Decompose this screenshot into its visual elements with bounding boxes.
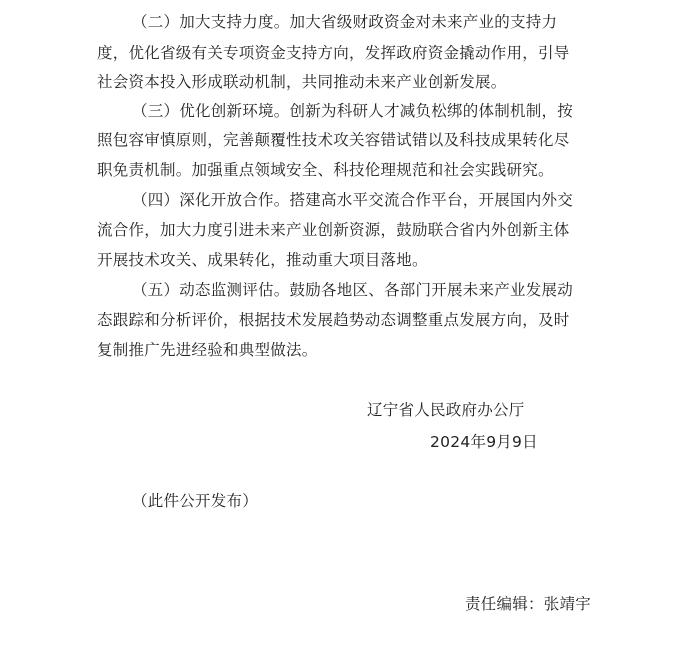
paragraph-4-line-1: （四）深化开放合作。搭建高水平交流合作平台，开展国内外交 <box>132 191 574 209</box>
paragraph-3-line-2: 照包容审慎原则，完善颠覆性技术攻关容错试错以及科技成果转化尽 <box>97 131 570 149</box>
paragraph-4-line-2: 流合作，加大力度引进未来产业创新资源，鼓励联合省内外创新主体 <box>97 221 570 239</box>
paragraph-2-line-1: （二）加大支持力度。加大省级财政资金对未来产业的支持力 <box>132 13 558 31</box>
paragraph-5-line-3: 复制推广先进经验和典型做法。 <box>97 341 318 359</box>
signature-organization: 辽宁省人民政府办公厅 <box>367 401 525 419</box>
paragraph-5-line-1: （五）动态监测评估。鼓励各地区、各部门开展未来产业发展动 <box>132 281 574 299</box>
paragraph-2-line-2: 度，优化省级有关专项资金支持方向，发挥政府资金撬动作用，引导 <box>97 44 570 62</box>
paragraph-5-line-2: 态跟踪和分析评价，根据技术发展趋势动态调整重点发展方向，及时 <box>97 311 570 329</box>
paragraph-2-line-3: 社会资本投入形成联动机制，共同推动未来产业创新发展。 <box>97 73 507 91</box>
paragraph-3-line-1: （三）优化创新环境。创新为科研人才减负松绑的体制机制，按 <box>132 102 574 120</box>
editor-credit: 责任编辑：张靖宇 <box>465 595 592 613</box>
paragraph-3-line-3: 职免责机制。加强重点领域安全、科技伦理规范和社会实践研究。 <box>97 161 554 179</box>
signature-date: 2024年9月9日 <box>430 433 538 451</box>
publication-note: （此件公开发布） <box>132 492 259 510</box>
paragraph-4-line-3: 开展技术攻关、成果转化，推动重大项目落地。 <box>97 251 428 269</box>
